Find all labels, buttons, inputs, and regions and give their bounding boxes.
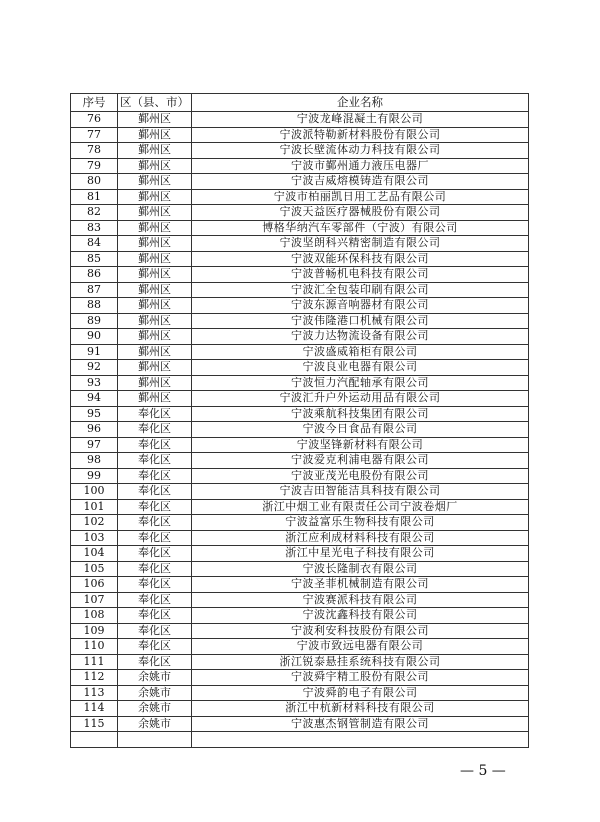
table-row	[71, 360, 529, 376]
row-company-name: 宁波沈鑫科技有限公司	[192, 608, 529, 624]
row-index: 94	[71, 391, 118, 407]
table-row	[71, 453, 529, 469]
row-district: 鄞州区	[118, 344, 192, 360]
table-row	[71, 530, 529, 546]
row-district: 鄞州区	[118, 205, 192, 221]
row-index: 98	[71, 453, 118, 469]
row-district: 奉化区	[118, 546, 192, 562]
row-company-name: 浙江中烟工业有限责任公司宁波卷烟厂	[192, 499, 529, 515]
row-district: 鄞州区	[118, 189, 192, 205]
row-index: 97	[71, 437, 118, 453]
table-row	[71, 189, 529, 205]
row-index: 101	[71, 499, 118, 515]
row-index: 82	[71, 205, 118, 221]
company-table	[70, 93, 529, 748]
row-district: 奉化区	[118, 406, 192, 422]
row-company-name: 宁波圣菲机械制造有限公司	[192, 577, 529, 593]
row-company-name: 博格华纳汽车零部件（宁波）有限公司	[192, 220, 529, 236]
table-row	[71, 623, 529, 639]
row-district: 奉化区	[118, 422, 192, 438]
row-index: 84	[71, 236, 118, 252]
table-row	[71, 685, 529, 701]
table-row	[71, 375, 529, 391]
row-company-name: 宁波汇全包装印刷有限公司	[192, 282, 529, 298]
row-index: 110	[71, 639, 118, 655]
row-district: 奉化区	[118, 654, 192, 670]
row-company-name: 宁波良业电器有限公司	[192, 360, 529, 376]
row-district: 奉化区	[118, 484, 192, 500]
row-company-name: 浙江中杭新材料科技有限公司	[192, 701, 529, 717]
row-company-name: 浙江中星光电子科技有限公司	[192, 546, 529, 562]
row-index: 103	[71, 530, 118, 546]
row-company-name: 宁波亚茂光电股份有限公司	[192, 468, 529, 484]
row-company-name: 宁波汇升户外运动用品有限公司	[192, 391, 529, 407]
row-company-name: 宁波舜宇精工股份有限公司	[192, 670, 529, 686]
header-index: 序号	[71, 94, 118, 112]
table-row	[71, 158, 529, 174]
row-company-name: 宁波乘航科技集团有限公司	[192, 406, 529, 422]
row-index: 76	[71, 112, 118, 128]
row-district: 余姚市	[118, 701, 192, 717]
row-company-name: 宁波利安科技股份有限公司	[192, 623, 529, 639]
table-row	[71, 546, 529, 562]
row-company-name: 宁波长隆制衣有限公司	[192, 561, 529, 577]
row-district: 奉化区	[118, 639, 192, 655]
row-index: 115	[71, 716, 118, 732]
row-district: 鄞州区	[118, 236, 192, 252]
table-row	[71, 251, 529, 267]
row-district: 鄞州区	[118, 375, 192, 391]
row-index: 109	[71, 623, 118, 639]
table-row	[71, 670, 529, 686]
header-district: 区（县、市）	[118, 94, 192, 112]
row-company-name	[192, 732, 529, 748]
row-index	[71, 732, 118, 748]
row-district: 奉化区	[118, 608, 192, 624]
table-row	[71, 422, 529, 438]
row-district: 鄞州区	[118, 267, 192, 283]
row-company-name: 宁波市鄞州通力液压电器厂	[192, 158, 529, 174]
table-row	[71, 298, 529, 314]
row-index: 114	[71, 701, 118, 717]
table-row	[71, 716, 529, 732]
row-company-name: 宁波派特勒新材料股份有限公司	[192, 127, 529, 143]
row-index: 81	[71, 189, 118, 205]
row-index: 112	[71, 670, 118, 686]
row-district: 奉化区	[118, 499, 192, 515]
row-index: 83	[71, 220, 118, 236]
row-index: 79	[71, 158, 118, 174]
row-index: 92	[71, 360, 118, 376]
row-index: 88	[71, 298, 118, 314]
row-district: 鄞州区	[118, 251, 192, 267]
row-district: 鄞州区	[118, 220, 192, 236]
row-district: 鄞州区	[118, 158, 192, 174]
row-district: 鄞州区	[118, 329, 192, 345]
header-company-name: 企业名称	[192, 94, 529, 112]
row-index: 89	[71, 313, 118, 329]
row-company-name: 宁波市柏丽凯日用工艺品有限公司	[192, 189, 529, 205]
row-index: 108	[71, 608, 118, 624]
table-row	[71, 220, 529, 236]
row-index: 99	[71, 468, 118, 484]
row-index: 86	[71, 267, 118, 283]
row-index: 104	[71, 546, 118, 562]
row-district: 鄞州区	[118, 112, 192, 128]
row-district: 鄞州区	[118, 391, 192, 407]
row-company-name: 宁波坚朗科兴精密制造有限公司	[192, 236, 529, 252]
row-index: 105	[71, 561, 118, 577]
row-district: 鄞州区	[118, 127, 192, 143]
row-index: 111	[71, 654, 118, 670]
row-district: 余姚市	[118, 670, 192, 686]
table-row	[71, 701, 529, 717]
row-index: 107	[71, 592, 118, 608]
row-company-name: 浙江应利成材料科技有限公司	[192, 530, 529, 546]
row-district	[118, 732, 192, 748]
row-district: 余姚市	[118, 685, 192, 701]
row-district: 奉化区	[118, 623, 192, 639]
row-district: 奉化区	[118, 530, 192, 546]
row-company-name: 宁波今日食品有限公司	[192, 422, 529, 438]
row-company-name: 宁波爱克利浦电器有限公司	[192, 453, 529, 469]
table-row	[71, 468, 529, 484]
row-company-name: 宁波力达物流设备有限公司	[192, 329, 529, 345]
table-row	[71, 143, 529, 159]
table-row	[71, 236, 529, 252]
table-row	[71, 577, 529, 593]
table-row	[71, 267, 529, 283]
table-row	[71, 205, 529, 221]
row-company-name: 宁波普畅机电科技有限公司	[192, 267, 529, 283]
row-district: 余姚市	[118, 716, 192, 732]
row-district: 鄞州区	[118, 360, 192, 376]
row-district: 奉化区	[118, 468, 192, 484]
row-index: 96	[71, 422, 118, 438]
table-row	[71, 313, 529, 329]
row-index: 113	[71, 685, 118, 701]
row-district: 奉化区	[118, 592, 192, 608]
row-district: 鄞州区	[118, 298, 192, 314]
row-index: 77	[71, 127, 118, 143]
row-index: 80	[71, 174, 118, 190]
table-row	[71, 654, 529, 670]
row-company-name: 宁波惠杰钢管制造有限公司	[192, 716, 529, 732]
row-district: 鄞州区	[118, 282, 192, 298]
row-index: 85	[71, 251, 118, 267]
header-row	[71, 94, 529, 112]
row-district: 鄞州区	[118, 313, 192, 329]
row-district: 鄞州区	[118, 143, 192, 159]
table-row	[71, 608, 529, 624]
table-row	[71, 127, 529, 143]
table-row	[71, 282, 529, 298]
table-row	[71, 174, 529, 190]
row-district: 奉化区	[118, 437, 192, 453]
row-company-name: 宁波盛威箱柜有限公司	[192, 344, 529, 360]
table-body	[71, 112, 529, 748]
row-index: 90	[71, 329, 118, 345]
table-row	[71, 592, 529, 608]
row-index: 91	[71, 344, 118, 360]
row-company-name: 宁波东源音响器材有限公司	[192, 298, 529, 314]
table-row	[71, 561, 529, 577]
table-row	[71, 484, 529, 500]
table-row	[71, 499, 529, 515]
table-row	[71, 406, 529, 422]
row-index: 100	[71, 484, 118, 500]
table-row	[71, 515, 529, 531]
row-company-name: 宁波舜韵电子有限公司	[192, 685, 529, 701]
row-index: 93	[71, 375, 118, 391]
row-index: 78	[71, 143, 118, 159]
row-company-name: 宁波双能环保科技有限公司	[192, 251, 529, 267]
row-company-name: 宁波吉威熔模铸造有限公司	[192, 174, 529, 190]
row-index: 95	[71, 406, 118, 422]
table-row	[71, 329, 529, 345]
table-row	[71, 639, 529, 655]
row-company-name: 浙江锐泰悬挂系统科技有限公司	[192, 654, 529, 670]
row-district: 奉化区	[118, 515, 192, 531]
row-company-name: 宁波长壁流体动力科技有限公司	[192, 143, 529, 159]
row-district: 奉化区	[118, 577, 192, 593]
table-row	[71, 732, 529, 748]
row-index: 87	[71, 282, 118, 298]
table-row	[71, 112, 529, 128]
row-company-name: 宁波益富乐生物科技有限公司	[192, 515, 529, 531]
row-index: 102	[71, 515, 118, 531]
table-row	[71, 391, 529, 407]
table-row	[71, 344, 529, 360]
row-company-name: 宁波天益医疗器械股份有限公司	[192, 205, 529, 221]
row-company-name: 宁波龙峰混凝土有限公司	[192, 112, 529, 128]
row-index: 106	[71, 577, 118, 593]
row-company-name: 宁波赛派科技有限公司	[192, 592, 529, 608]
row-company-name: 宁波恒力汽配轴承有限公司	[192, 375, 529, 391]
row-company-name: 宁波市致远电器有限公司	[192, 639, 529, 655]
page-number: — 5 —	[460, 763, 506, 779]
row-district: 奉化区	[118, 561, 192, 577]
table-row	[71, 437, 529, 453]
row-company-name: 宁波伟隆港口机械有限公司	[192, 313, 529, 329]
table-header	[71, 94, 529, 112]
row-district: 鄞州区	[118, 174, 192, 190]
row-company-name: 宁波吉田智能洁具科技有限公司	[192, 484, 529, 500]
row-district: 奉化区	[118, 453, 192, 469]
row-company-name: 宁波坚锋新材料有限公司	[192, 437, 529, 453]
